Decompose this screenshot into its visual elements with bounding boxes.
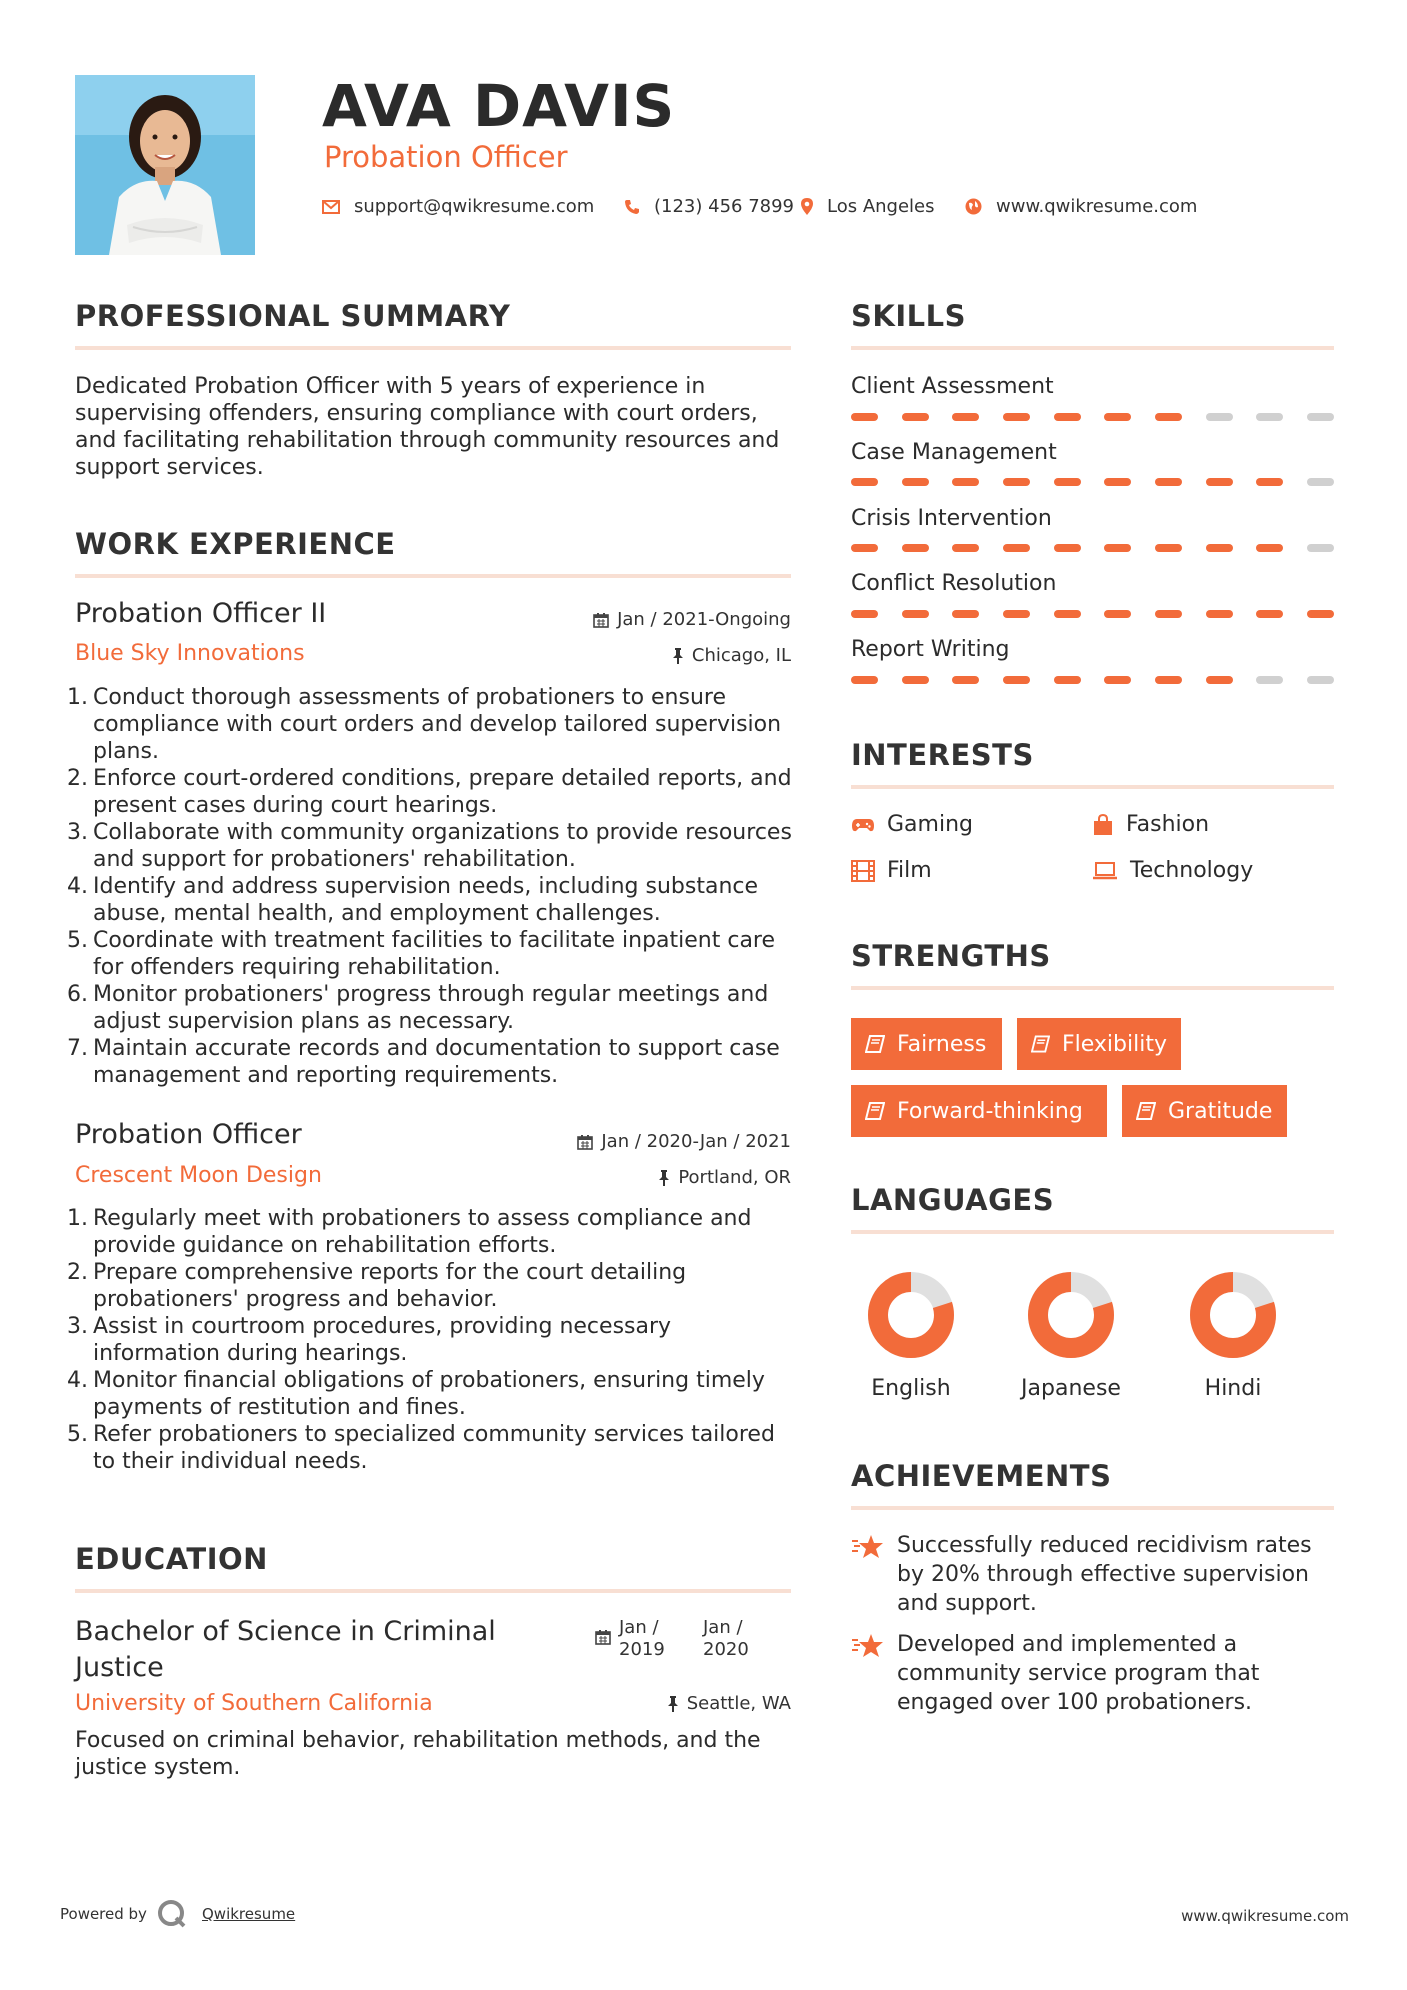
education-heading: EDUCATION bbox=[75, 1542, 268, 1576]
contact-location-text: Los Angeles bbox=[827, 196, 935, 217]
laptop-icon bbox=[1092, 862, 1118, 880]
skill-dash bbox=[1256, 478, 1283, 486]
skill-dash bbox=[902, 413, 929, 421]
achievements-divider bbox=[851, 1506, 1334, 1510]
skill-dash bbox=[902, 478, 929, 486]
book-icon bbox=[1031, 1035, 1050, 1053]
skill-dash bbox=[1104, 544, 1131, 552]
achievement-item bbox=[851, 1531, 1331, 1618]
company-2: Crescent Moon Design bbox=[75, 1163, 322, 1188]
calendar-icon bbox=[593, 612, 609, 628]
skill-dash bbox=[1307, 478, 1334, 486]
interest-film bbox=[851, 858, 932, 883]
interest-fashion bbox=[1092, 812, 1209, 837]
book-icon bbox=[1136, 1102, 1156, 1120]
skill-dash bbox=[1003, 544, 1030, 552]
skills-heading: SKILLS bbox=[851, 299, 966, 333]
job-date-2 bbox=[577, 1131, 791, 1152]
skill-dash bbox=[952, 478, 979, 486]
summary-divider bbox=[75, 346, 791, 350]
list-item: 1. Regularly meet with probationers to assess compliance and provide guidance on rehabilitation efforts. bbox=[67, 1206, 752, 1258]
strength-label: Gratitude bbox=[1168, 1098, 1273, 1124]
skill-name: Report Writing bbox=[851, 637, 1010, 662]
skill-dash bbox=[952, 610, 979, 618]
job-date-1-text: Jan / 2021-Ongoing bbox=[617, 609, 791, 630]
skill-dash bbox=[851, 610, 878, 618]
skill-dash bbox=[1155, 544, 1182, 552]
job-title-1: Probation Officer II bbox=[75, 598, 327, 629]
skill-dash bbox=[952, 413, 979, 421]
job-location-1 bbox=[672, 645, 791, 666]
skill-dash bbox=[1054, 676, 1081, 684]
skill-dash bbox=[1003, 610, 1030, 618]
list-item: 5. Coordinate with treatment facilities to facilitate inpatient care for offenders requiring rehabilitation. bbox=[67, 928, 776, 980]
candidate-title: Probation Officer bbox=[324, 140, 568, 174]
list-item: 5. Refer probationers to specialized community services tailored to their individual needs. bbox=[67, 1422, 775, 1474]
list-item: 1. Conduct thorough assessments of probationers to ensure compliance with court orders and develop tailored supervision plans. bbox=[67, 685, 782, 764]
strength-label: Forward-thinking bbox=[897, 1098, 1083, 1124]
film-icon bbox=[851, 860, 875, 882]
list-item: 6. Monitor probationers' progress through regular meetings and adjust supervision plans as necessary. bbox=[67, 982, 769, 1034]
skill-name: Conflict Resolution bbox=[851, 571, 1057, 596]
skill-dash bbox=[851, 544, 878, 552]
contact-email-text: support@qwikresume.com bbox=[354, 196, 595, 217]
qwikresume-logo-icon bbox=[157, 1899, 187, 1929]
contact-phone-text: (123) 456 7899 bbox=[654, 196, 795, 217]
skill-dash bbox=[902, 544, 929, 552]
skill-dash bbox=[1206, 413, 1233, 421]
skill-dash bbox=[1206, 610, 1233, 618]
languages-heading: LANGUAGES bbox=[851, 1183, 1055, 1217]
skill-name: Client Assessment bbox=[851, 374, 1054, 399]
star-icon bbox=[851, 1533, 885, 1561]
skill-dash bbox=[1155, 610, 1182, 618]
powered-by-label: Powered by bbox=[60, 1905, 147, 1923]
book-icon bbox=[865, 1035, 885, 1053]
achievement-item bbox=[851, 1630, 1331, 1717]
gamepad-icon bbox=[851, 817, 875, 833]
skill-dash bbox=[1256, 544, 1283, 552]
interest-label: Gaming bbox=[887, 812, 973, 837]
list-item: 2. Enforce court-ordered conditions, prepare detailed reports, and present cases during court hearings. bbox=[67, 766, 792, 818]
interest-label: Fashion bbox=[1126, 812, 1210, 837]
education-start: Jan / 2019 bbox=[619, 1617, 665, 1660]
school-name: University of Southern California bbox=[75, 1691, 433, 1716]
strength-label: Flexibility bbox=[1062, 1031, 1167, 1057]
skill-dash bbox=[1256, 676, 1283, 684]
qwikresume-link[interactable]: Qwikresume bbox=[202, 1905, 296, 1923]
footer-website[interactable]: www.qwikresume.com bbox=[1181, 1907, 1349, 1925]
skill-dash bbox=[851, 413, 878, 421]
list-item: 4. Monitor financial obligations of probationers, ensuring timely payments of restitution and fines. bbox=[67, 1368, 765, 1420]
skill-dash bbox=[1054, 413, 1081, 421]
achievement-text: Successfully reduced recidivism rates by 20% through effective supervision and support. bbox=[897, 1533, 1312, 1616]
skill-dash bbox=[1003, 413, 1030, 421]
skill-dash bbox=[1307, 610, 1334, 618]
skill-dash bbox=[1155, 676, 1182, 684]
skill-dash bbox=[902, 676, 929, 684]
job-location-2-text: Portland, OR bbox=[678, 1167, 791, 1188]
skill-dash bbox=[1307, 413, 1334, 421]
achievements-heading: ACHIEVEMENTS bbox=[851, 1459, 1112, 1493]
education-location bbox=[667, 1693, 791, 1714]
candidate-name: AVA DAVIS bbox=[322, 72, 676, 140]
education-divider bbox=[75, 1589, 791, 1593]
skill-dash bbox=[1054, 478, 1081, 486]
skill-dash bbox=[1104, 413, 1131, 421]
language-label: Hindi bbox=[1204, 1376, 1262, 1401]
language-donut bbox=[1189, 1271, 1277, 1359]
skill-dash bbox=[1104, 676, 1131, 684]
strengths-heading: STRENGTHS bbox=[851, 939, 1051, 973]
contact-phone[interactable] bbox=[624, 196, 794, 217]
skill-dash bbox=[1206, 676, 1233, 684]
pushpin-icon bbox=[672, 648, 684, 664]
interests-heading: INTERESTS bbox=[851, 738, 1034, 772]
skill-dash bbox=[1104, 478, 1131, 486]
interest-gaming bbox=[851, 812, 973, 837]
job-location-2 bbox=[658, 1167, 791, 1188]
list-item: 3. Collaborate with community organizations to provide resources and support for probationers' rehabilitation. bbox=[67, 820, 792, 872]
skill-dash bbox=[851, 478, 878, 486]
list-item: 2. Prepare comprehensive reports for the court detailing probationers' progress and behavior. bbox=[67, 1260, 687, 1312]
skill-dash bbox=[1206, 544, 1233, 552]
skill-dash bbox=[1206, 478, 1233, 486]
education-dates bbox=[595, 1617, 767, 1661]
shopping-bag-icon bbox=[1092, 814, 1114, 836]
envelope-icon bbox=[322, 200, 340, 214]
strength-tag bbox=[851, 1085, 1107, 1137]
strength-label: Fairness bbox=[897, 1031, 987, 1057]
contact-website-text: www.qwikresume.com bbox=[996, 196, 1198, 217]
language-donut bbox=[867, 1271, 955, 1359]
skill-rating-bar bbox=[851, 413, 1334, 421]
calendar-icon bbox=[577, 1134, 593, 1150]
job-2-responsibilities bbox=[67, 1205, 797, 1475]
list-item: 7. Maintain accurate records and documentation to support case management and reporting requirements. bbox=[67, 1036, 780, 1088]
experience-heading: WORK EXPERIENCE bbox=[75, 527, 396, 561]
interest-label: Technology bbox=[1130, 858, 1254, 883]
pushpin-icon bbox=[658, 1170, 670, 1186]
skill-name: Case Management bbox=[851, 440, 1057, 465]
skill-rating-bar bbox=[851, 676, 1334, 684]
skill-dash bbox=[1054, 544, 1081, 552]
skill-dash bbox=[1003, 478, 1030, 486]
skill-dash bbox=[1155, 478, 1182, 486]
skill-dash bbox=[1155, 413, 1182, 421]
skill-dash bbox=[1104, 610, 1131, 618]
skill-rating-bar bbox=[851, 478, 1334, 486]
skill-dash bbox=[1054, 610, 1081, 618]
job-date-2-text: Jan / 2020-Jan / 2021 bbox=[601, 1131, 791, 1152]
education-end: Jan / 2020 bbox=[703, 1617, 749, 1660]
strength-tag bbox=[1017, 1018, 1181, 1070]
skill-rating-bar bbox=[851, 544, 1334, 552]
calendar-icon bbox=[595, 1629, 611, 1645]
contact-location bbox=[801, 196, 935, 217]
language-donut bbox=[1027, 1271, 1115, 1359]
skill-dash bbox=[1256, 413, 1283, 421]
job-date-1 bbox=[593, 609, 791, 630]
summary-heading: PROFESSIONAL SUMMARY bbox=[75, 299, 511, 333]
phone-icon bbox=[624, 199, 640, 215]
job-1-responsibilities bbox=[67, 684, 797, 1089]
skill-dash bbox=[1307, 544, 1334, 552]
contact-website[interactable] bbox=[965, 196, 1197, 217]
strength-tag bbox=[851, 1018, 1002, 1070]
strengths-divider bbox=[851, 986, 1334, 990]
profile-photo bbox=[75, 75, 255, 255]
job-location-1-text: Chicago, IL bbox=[691, 645, 791, 666]
skill-dash bbox=[1307, 676, 1334, 684]
language-label: Japanese bbox=[1021, 1376, 1121, 1401]
job-title-2: Probation Officer bbox=[75, 1119, 302, 1150]
globe-icon bbox=[965, 198, 982, 215]
interest-label: Film bbox=[887, 858, 932, 883]
education-description: Focused on criminal behavior, rehabilitation methods, and the justice system. bbox=[75, 1728, 761, 1780]
strength-tag bbox=[1122, 1085, 1287, 1137]
book-icon bbox=[865, 1102, 885, 1120]
skill-dash bbox=[1256, 610, 1283, 618]
interests-divider bbox=[851, 785, 1334, 789]
skill-name: Crisis Intervention bbox=[851, 506, 1052, 531]
skill-dash bbox=[851, 676, 878, 684]
languages-divider bbox=[851, 1230, 1334, 1234]
skill-dash bbox=[952, 544, 979, 552]
language-label: English bbox=[871, 1376, 951, 1401]
summary-text: Dedicated Probation Officer with 5 years of experience in supervising offenders, ensuring compliance with court orders, and facilitating rehabilitation through community resources and support services. bbox=[75, 374, 780, 480]
skill-rating-bar bbox=[851, 610, 1334, 618]
company-1: Blue Sky Innovations bbox=[75, 641, 305, 666]
list-item: 3. Assist in courtroom procedures, providing necessary information during hearings. bbox=[67, 1314, 672, 1366]
skills-divider bbox=[851, 346, 1334, 350]
map-pin-icon bbox=[801, 198, 813, 215]
pushpin-icon bbox=[667, 1696, 679, 1712]
skill-dash bbox=[952, 676, 979, 684]
contact-email[interactable] bbox=[322, 196, 594, 217]
degree-title: Bachelor of Science in Criminal Justice bbox=[75, 1616, 496, 1683]
interest-technology bbox=[1092, 858, 1253, 883]
list-item: 4. Identify and address supervision needs, including substance abuse, mental health, and employment challenges. bbox=[67, 874, 759, 926]
skill-dash bbox=[1003, 676, 1030, 684]
skill-dash bbox=[902, 610, 929, 618]
star-icon bbox=[851, 1632, 885, 1660]
education-location-text: Seattle, WA bbox=[686, 1693, 791, 1714]
experience-divider bbox=[75, 574, 791, 578]
achievement-text: Developed and implemented a community service program that engaged over 100 probationers. bbox=[897, 1632, 1260, 1715]
